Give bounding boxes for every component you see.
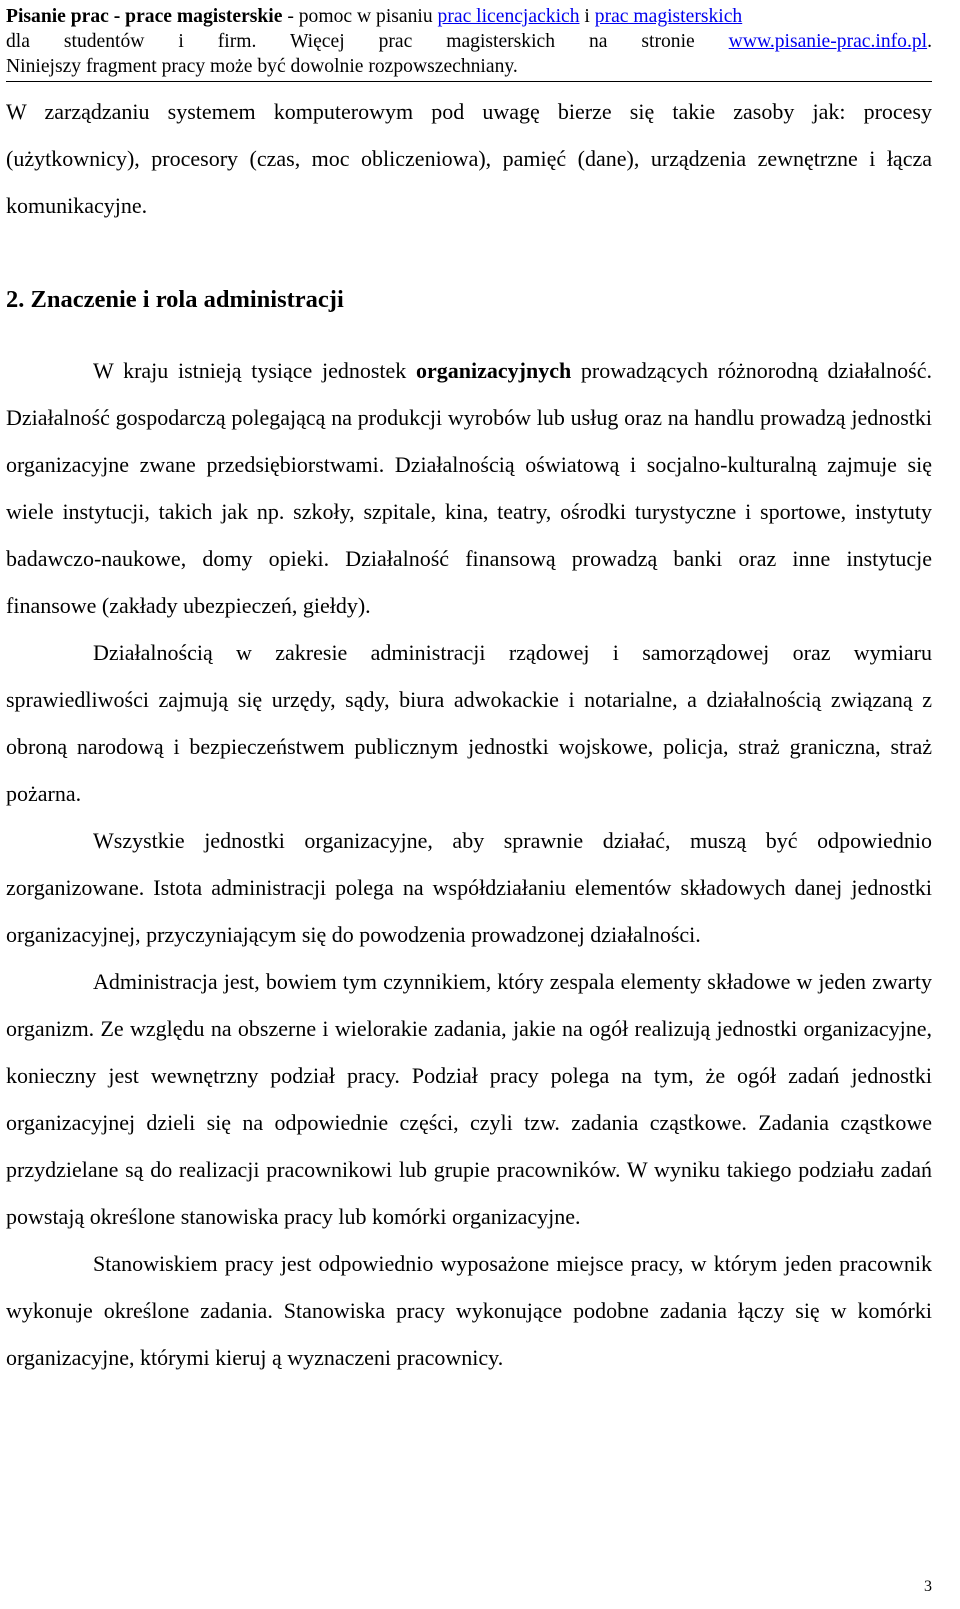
paragraph-1-rest: prowadzących różnorodną działalność. Działalność gospodarczą polegającą na produkcji wyrobów lub usług oraz na handlu prowadzą jednostki organizacyjne zwane przedsiębiorstwami. Działalnością oświatową i socjalno-kulturalną zajmuje się wiele instytucji, takich jak np. szkoły, szpitale, kina, teatry, ośrodki turystyczne i sportowe, instytuty badawczo-naukowe, domy opieki. Działalność finansową prowadzą banki oraz inne instytucje finansowe (zakłady ubezpieczeń, giełdy). [6,358,932,618]
header-line-2 [6,29,932,54]
header-line-2-end: . [927,31,932,52]
site-name: Pisanie prac - prace magisterskie [6,6,283,27]
link-prace-magisterskie[interactable]: prac magisterskich [594,6,743,27]
page-number: 3 [924,1578,932,1595]
header-line-1 [6,4,932,29]
paragraph-2: Działalnością w zakresie administracji rządowej i samorządowej oraz wymiaru sprawiedliwości zajmują się urzędy, sądy, biura adwokackie i notarialne, a działalnością związaną z obroną narodową i bezpieczeństwem publicznym jednostki wojskowe, policja, straż graniczna, straż pożarna. [6,640,932,806]
document-body [6,88,932,1381]
header-intro: - pomoc w pisaniu [282,6,438,27]
paragraph-1-start: W kraju istnieją tysiące jednostek [93,358,417,383]
link-website[interactable]: www.pisanie-prac.info.pl [728,31,928,52]
header-conjunction: i [579,6,595,27]
paragraph-3: Wszystkie jednostki organizacyjne, aby sprawnie działać, muszą być odpowiednio zorganizowane. Istota administracji polega na współdziałaniu elementów składowych danej jednostki organizacyjnej, przyczyniającym się do powodzenia prowadzonej działalności. [6,828,932,947]
paragraph-1-bold: organizacyjnych [416,358,572,383]
paragraph-4: Administracja jest, bowiem tym czynnikiem, który zespala elementy składowe w jeden zwarty organizm. Ze względu na obszerne i wielorakie zadania, jakie na ogół realizują jednostki organizacyjne, konieczny jest wewnętrzny podział pracy. Podział pracy polega na tym, że ogół zadań jednostki organizacyjnej dzieli się na odpowiednie części, czyli tzw. zadania cząstkowe. Zadania cząstkowe przydzielane są do realizacji pracownikowi lub grupie pracowników. W wyniku takiego podziału zadań powstają określone stanowiska pracy lub komórki organizacyjne. [6,969,932,1229]
section-heading: 2. Znaczenie i rola administracji [6,286,344,313]
page-header [6,4,932,82]
paragraph-1 [6,347,932,629]
header-line-2-text: dla studentów i firm. Więcej prac magisterskich na stronie [6,31,729,52]
header-line-3: Niniejszy fragment pracy może być dowolnie rozpowszechniany. [6,56,518,77]
link-prace-licencjackie[interactable]: prac licencjackich [437,6,580,27]
paragraph-intro: W zarządzaniu systemem komputerowym pod uwagę bierze się takie zasoby jak: procesy (użytkownicy), procesory (czas, moc obliczeniowa), pamięć (dane), urządzenia zewnętrzne i łącza komunikacyjne. [6,99,932,218]
paragraph-5: Stanowiskiem pracy jest odpowiednio wyposażone miejsce pracy, w którym jeden pracownik wykonuje określone zadania. Stanowiska pracy wykonujące podobne zadania łączy się w komórki organizacyjne, którymi kieruj ą wyznaczeni pracownicy. [6,1251,932,1370]
